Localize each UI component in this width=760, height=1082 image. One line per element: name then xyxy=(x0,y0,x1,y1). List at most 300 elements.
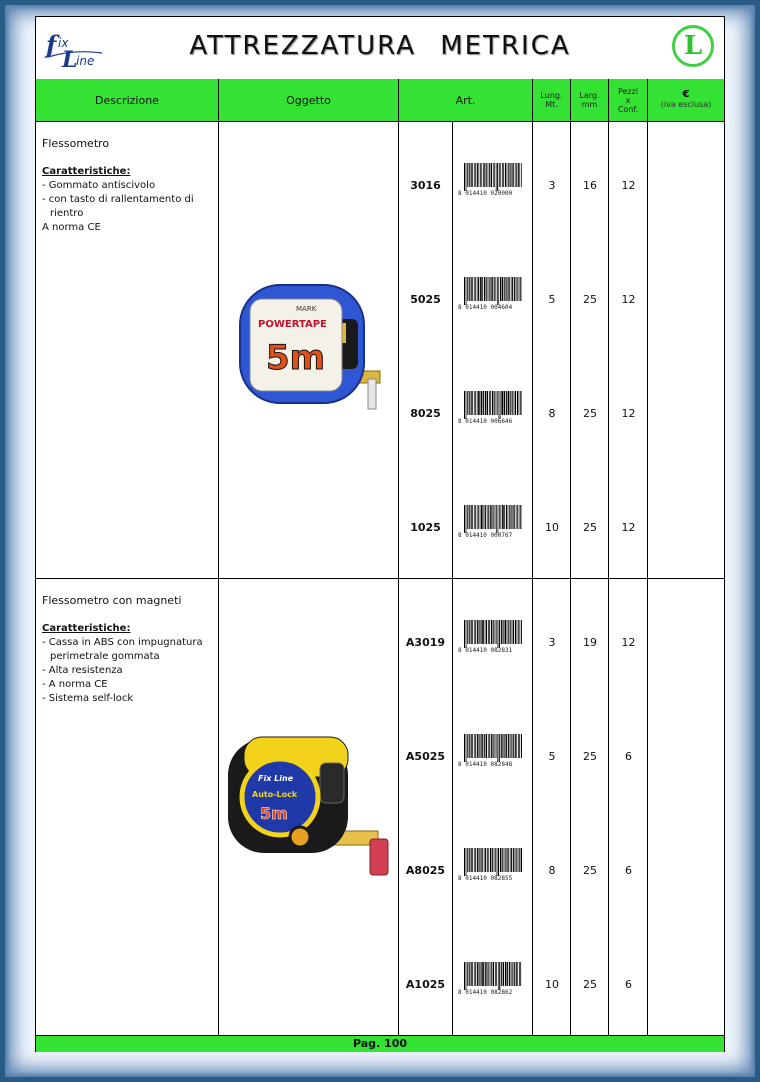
length-value: 10 xyxy=(545,521,559,534)
barcode-bar xyxy=(521,734,522,758)
barcode xyxy=(458,734,524,770)
barcode-bar xyxy=(515,391,516,415)
barcode-number: 8 014410 000767 xyxy=(458,532,513,539)
barcode-bar xyxy=(506,391,507,415)
barcode-bar xyxy=(469,277,470,301)
barcode-bar xyxy=(484,734,485,758)
barcode-bar xyxy=(482,962,484,986)
barcode-bar xyxy=(494,277,495,301)
product-name: Flessometro xyxy=(42,137,110,150)
image-label-model: Auto-Lock xyxy=(252,790,298,799)
article-code: A8025 xyxy=(405,864,446,877)
barcode-bar xyxy=(507,962,508,986)
barcode-bar xyxy=(495,734,496,758)
barcode-bar xyxy=(518,848,519,872)
barcode-bar xyxy=(474,505,475,529)
barcode-bar xyxy=(508,391,510,415)
svg-text:ine: ine xyxy=(76,54,95,68)
barcode-bar xyxy=(503,163,504,187)
barcode-bar xyxy=(504,734,505,758)
section-divider xyxy=(36,578,724,579)
image-label-brand: POWERTAPE xyxy=(258,319,327,330)
barcode-bar xyxy=(500,163,501,187)
article-code: A1025 xyxy=(405,978,446,991)
barcode-number: 8 014410 004604 xyxy=(458,304,513,311)
barcode-bar xyxy=(521,620,522,644)
barcode-bar xyxy=(497,734,498,762)
barcode-bar xyxy=(469,848,470,872)
barcode-bar xyxy=(464,163,465,191)
barcode-bar xyxy=(506,734,507,758)
svg-text:ix: ix xyxy=(58,36,69,50)
barcode-bar xyxy=(471,505,472,529)
barcode-bar xyxy=(496,620,497,644)
pieces-value: 12 xyxy=(621,179,636,192)
barcode-bar xyxy=(489,391,490,415)
barcode-bar xyxy=(474,734,475,758)
barcode-bar xyxy=(478,391,480,415)
product-name: Flessometro con magneti xyxy=(42,594,182,607)
pieces-value: 12 xyxy=(621,293,636,306)
barcode-bar xyxy=(486,620,487,644)
barcode xyxy=(458,163,524,199)
barcode-bar xyxy=(511,277,512,301)
barcode-bar xyxy=(519,734,520,758)
barcode-bar xyxy=(487,505,488,529)
barcode-bar xyxy=(512,962,513,986)
barcode-bar xyxy=(471,734,472,758)
barcode-bar xyxy=(493,620,494,644)
barcode-bar xyxy=(472,734,473,758)
barcode-bar xyxy=(496,734,497,758)
barcode-bar xyxy=(496,962,497,986)
barcode-bar xyxy=(466,277,467,305)
pieces-value: 12 xyxy=(621,407,636,420)
length-value: 5 xyxy=(548,750,556,763)
barcode-bar xyxy=(467,962,468,986)
barcode-bar xyxy=(479,962,480,986)
barcode-bar xyxy=(496,163,497,191)
table-header xyxy=(36,79,724,122)
barcode-bar xyxy=(516,734,517,758)
length-value: 8 xyxy=(548,407,556,420)
barcode-bar xyxy=(487,391,488,415)
barcode-bar xyxy=(494,163,495,187)
tape-hook xyxy=(370,839,388,875)
barcode-bar xyxy=(469,620,470,644)
euro-symbol: € xyxy=(682,89,690,100)
barcode-bar xyxy=(504,848,505,872)
catalog-sheet xyxy=(35,16,725,1052)
barcode-bar xyxy=(501,620,502,644)
barcode-bar xyxy=(495,505,496,529)
barcode xyxy=(458,848,524,884)
barcode-bar xyxy=(483,391,484,415)
barcode-bar xyxy=(496,277,497,301)
length-value: 3 xyxy=(548,179,556,192)
barcode-bar xyxy=(516,163,517,187)
barcode-bar xyxy=(518,620,519,644)
barcode-bar xyxy=(479,848,480,872)
barcode-bar xyxy=(499,391,500,419)
barcode-bar xyxy=(479,163,480,187)
barcode-bar xyxy=(489,277,490,301)
barcode-bar xyxy=(516,848,517,872)
tape-lock xyxy=(320,763,344,803)
barcode-bar xyxy=(504,277,505,301)
barcode-bar xyxy=(503,620,504,644)
barcode-bar xyxy=(469,734,470,758)
article-code: 8025 xyxy=(410,407,441,420)
feature-line: A norma CE xyxy=(42,222,101,233)
barcode-bar xyxy=(467,277,468,301)
col-lung-line2: Mt. xyxy=(545,100,558,109)
barcode-bar xyxy=(464,848,465,876)
barcode-bar xyxy=(487,848,488,872)
barcode-bars xyxy=(464,505,522,533)
barcode-bar xyxy=(474,848,475,872)
barcode-bar xyxy=(467,163,468,187)
barcode-bar xyxy=(491,505,492,529)
barcode-bar xyxy=(475,163,476,187)
barcode-bar xyxy=(486,277,487,301)
barcode-bar xyxy=(489,620,490,644)
barcode-bar xyxy=(466,620,467,648)
barcode-bar xyxy=(519,848,520,872)
barcode-bar xyxy=(509,962,510,986)
barcode-bar xyxy=(494,391,495,415)
col-pezzi xyxy=(609,79,648,121)
barcode-bar xyxy=(508,277,509,301)
barcode-bar xyxy=(481,620,482,644)
col-pezzi-line2: x xyxy=(625,95,631,105)
barcode-bar xyxy=(493,163,494,187)
barcode-bar xyxy=(478,505,479,529)
barcode-bar xyxy=(467,734,468,758)
barcode-bar xyxy=(493,962,494,986)
barcode-bar xyxy=(490,962,491,986)
barcode-bar xyxy=(520,505,521,529)
barcode-bar xyxy=(475,505,476,529)
barcode-bar xyxy=(467,391,468,415)
barcode-bar xyxy=(480,163,481,187)
barcode-bar xyxy=(488,277,489,301)
barcode-bar xyxy=(498,505,499,533)
barcode-bar xyxy=(486,734,487,758)
barcode-bar xyxy=(496,391,497,415)
barcode-bars xyxy=(464,620,522,648)
barcode-bar xyxy=(492,391,493,415)
image-label-size: 5m xyxy=(266,338,326,378)
barcode-bar xyxy=(520,620,521,644)
svg-text:f: f xyxy=(46,30,57,59)
barcode-bar xyxy=(477,848,478,872)
barcode-bars xyxy=(464,391,522,419)
feature-line: - con tasto di rallentamento di xyxy=(42,194,194,205)
barcode-bar xyxy=(512,163,513,187)
svg-text:L: L xyxy=(62,47,78,71)
barcode-bar xyxy=(512,620,513,644)
barcode-bar xyxy=(467,848,468,872)
pieces-value: 6 xyxy=(625,978,632,991)
barcode-bar xyxy=(482,734,483,758)
barcode-bar xyxy=(514,391,515,415)
barcode-bar xyxy=(497,163,498,191)
image-label-mark: MARK xyxy=(296,305,317,313)
col-art: Art. xyxy=(399,79,533,121)
feature-line: - Gommato antiscivolo xyxy=(42,180,156,191)
barcode-bar xyxy=(477,391,478,415)
barcode-bar xyxy=(466,734,467,762)
barcode-bar xyxy=(516,962,517,986)
barcode-bar xyxy=(472,620,473,644)
barcode-bar xyxy=(504,505,505,529)
barcode-bar xyxy=(484,848,485,872)
image-label-brand: Fix Line xyxy=(258,774,294,783)
barcode-bar xyxy=(481,505,483,529)
barcode-bar xyxy=(474,620,475,644)
barcode-bar xyxy=(488,163,489,187)
barcode-bar xyxy=(469,163,470,187)
barcode-bar xyxy=(502,734,503,758)
barcode-bar xyxy=(511,505,512,529)
barcode-bar xyxy=(495,848,496,872)
barcode-bar xyxy=(488,848,489,872)
barcode-bar xyxy=(504,391,506,415)
barcode-bar xyxy=(519,391,520,415)
barcode-bar xyxy=(509,277,510,301)
barcode-bar xyxy=(513,620,514,644)
barcode-bar xyxy=(517,620,518,644)
barcode-bar xyxy=(481,734,482,758)
barcode-bar xyxy=(488,734,489,758)
width-value: 25 xyxy=(583,864,597,877)
barcode-bar xyxy=(485,505,486,529)
article-code: 1025 xyxy=(410,521,441,534)
barcode-bar xyxy=(477,505,478,529)
barcode-bar xyxy=(515,734,516,758)
barcode-bar xyxy=(484,505,485,529)
article-code: A3019 xyxy=(405,636,446,649)
barcode-bar xyxy=(506,277,507,301)
barcode-bar xyxy=(489,734,490,758)
barcode-number: 8 014410 082831 xyxy=(458,647,513,654)
barcode-bar xyxy=(466,505,467,533)
barcode-bar xyxy=(510,163,511,187)
barcode-bar xyxy=(481,163,482,187)
barcode-number: 8 014410 006646 xyxy=(458,418,513,425)
barcode-bar xyxy=(500,848,501,872)
feature-line: perimetrale gommata xyxy=(50,651,160,662)
length-value: 8 xyxy=(548,864,556,877)
barcode-bar xyxy=(490,848,491,872)
barcode xyxy=(458,962,524,998)
article-code: 3016 xyxy=(410,179,441,192)
barcode-bar xyxy=(517,962,518,986)
barcode-bar xyxy=(497,277,498,305)
barcode-bar xyxy=(501,391,503,415)
barcode-bar xyxy=(464,734,465,762)
barcode-bar xyxy=(472,505,473,529)
feature-line: - A norma CE xyxy=(42,679,108,690)
width-value: 25 xyxy=(583,521,597,534)
barcode-bar xyxy=(490,505,491,529)
barcode-bar xyxy=(514,277,515,301)
article-code: 5025 xyxy=(410,293,441,306)
col-lung-line1: Lung. xyxy=(540,91,563,100)
barcode-bar xyxy=(506,505,507,529)
barcode-bar xyxy=(475,391,476,415)
barcode-bar xyxy=(474,163,475,187)
barcode-bar xyxy=(485,848,486,872)
barcode-bar xyxy=(464,277,465,305)
barcode-bar xyxy=(482,848,483,872)
barcode-bar xyxy=(481,848,482,872)
barcode-bar xyxy=(514,505,515,529)
barcode-bar xyxy=(480,277,482,301)
barcode-bar xyxy=(475,962,476,986)
feature-line: - Cassa in ABS con impugnatura xyxy=(42,637,203,648)
barcode-bar xyxy=(472,848,473,872)
barcode-bar xyxy=(517,391,518,415)
barcode-bar xyxy=(511,848,512,872)
barcode-bar xyxy=(508,848,509,872)
barcode-bar xyxy=(480,505,481,529)
barcode-bar xyxy=(464,620,465,648)
barcode-bar xyxy=(505,163,506,187)
barcode-bar xyxy=(486,962,487,986)
barcode-bar xyxy=(521,163,522,187)
barcode-bar xyxy=(522,391,523,415)
barcode-bar xyxy=(515,848,516,872)
barcode-bar xyxy=(500,391,501,419)
width-value: 25 xyxy=(583,407,597,420)
barcode-bar xyxy=(477,163,478,187)
barcode-bar xyxy=(515,163,516,187)
barcode-bar xyxy=(520,391,521,415)
barcode-bar xyxy=(471,848,472,872)
barcode-bar xyxy=(491,620,492,644)
pieces-value: 12 xyxy=(621,636,636,649)
barcode-bar xyxy=(498,620,499,648)
tape-button xyxy=(290,827,310,847)
product-description-2 xyxy=(42,594,214,706)
barcode-bar xyxy=(481,391,483,415)
barcode xyxy=(458,505,524,541)
barcode-bar xyxy=(471,391,472,415)
col-larg-line1: Larg. xyxy=(579,91,600,100)
barcode-bar xyxy=(489,163,490,187)
barcode-bar xyxy=(510,620,511,644)
barcode-bar xyxy=(499,163,500,187)
barcode-bar xyxy=(514,962,515,986)
barcode-bar xyxy=(491,163,492,187)
pieces-value: 6 xyxy=(625,864,632,877)
col-lung xyxy=(533,79,571,121)
barcode-bar xyxy=(512,391,513,415)
col-larg xyxy=(571,79,609,121)
barcode-number: 8 014410 020000 xyxy=(458,190,513,197)
barcode-bar xyxy=(501,962,502,986)
image-label-size: 5m xyxy=(260,804,288,823)
barcode-bar xyxy=(484,163,485,187)
barcode xyxy=(458,277,524,313)
barcode-bar xyxy=(467,505,468,529)
feature-line: rientro xyxy=(50,208,84,219)
barcode-bar xyxy=(497,848,498,876)
barcode-bar xyxy=(475,848,476,872)
barcode-bar xyxy=(511,734,512,758)
barcode-bar xyxy=(507,620,508,644)
barcode-bar xyxy=(501,734,502,758)
barcode-bar xyxy=(475,734,476,758)
barcode-bar xyxy=(516,277,517,301)
width-value: 16 xyxy=(583,179,597,192)
barcode-bar xyxy=(513,163,514,187)
barcode-bar xyxy=(502,277,504,301)
page-footer: Pag. 100 xyxy=(36,1035,724,1052)
barcode-bar xyxy=(507,848,508,872)
barcode-bar xyxy=(518,734,519,758)
barcode-number: 8 014410 082855 xyxy=(458,875,513,882)
barcode-bar xyxy=(510,848,511,872)
pieces-value: 12 xyxy=(621,521,636,534)
barcode-bar xyxy=(466,848,467,876)
barcode-bar xyxy=(508,163,509,187)
barcode-bar xyxy=(485,962,486,986)
barcode xyxy=(458,391,524,427)
barcode-bar xyxy=(520,277,521,301)
barcode-bars xyxy=(464,848,522,876)
barcode-bar xyxy=(493,505,494,529)
width-value: 25 xyxy=(583,978,597,991)
barcode-bar xyxy=(471,620,472,644)
barcode-bar xyxy=(499,734,500,762)
barcode-bar xyxy=(512,277,513,301)
barcode-bar xyxy=(505,848,506,872)
category-badge: L xyxy=(672,25,714,67)
barcode-bar xyxy=(472,962,473,986)
barcode-bar xyxy=(466,163,467,191)
article-code: A5025 xyxy=(405,750,446,763)
barcode-bar xyxy=(492,848,493,872)
barcode-bar xyxy=(502,505,504,529)
barcode-bar xyxy=(488,620,489,644)
length-value: 10 xyxy=(545,978,559,991)
barcode-bar xyxy=(519,163,520,187)
barcode-bar xyxy=(474,277,475,301)
col-pezzi-line3: Conf. xyxy=(617,104,639,114)
barcode-bar xyxy=(466,391,467,419)
barcode-bar xyxy=(482,277,483,301)
barcode-bar xyxy=(488,962,489,986)
barcode-bar xyxy=(464,391,465,419)
barcode-bar xyxy=(508,620,509,644)
feature-line: - Alta resistenza xyxy=(42,665,123,676)
barcode-bar xyxy=(482,620,484,644)
barcode-bar xyxy=(466,962,467,990)
col-larg-line2: mm xyxy=(581,100,598,109)
barcode-bar xyxy=(484,277,485,301)
length-value: 3 xyxy=(548,636,556,649)
barcode-bar xyxy=(510,734,511,758)
barcode-bar xyxy=(508,734,509,758)
barcode-bar xyxy=(472,277,473,301)
barcode-bar xyxy=(488,505,489,529)
barcode-bar xyxy=(519,277,520,301)
barcode-bar xyxy=(493,734,494,758)
barcode-bar xyxy=(499,620,500,648)
